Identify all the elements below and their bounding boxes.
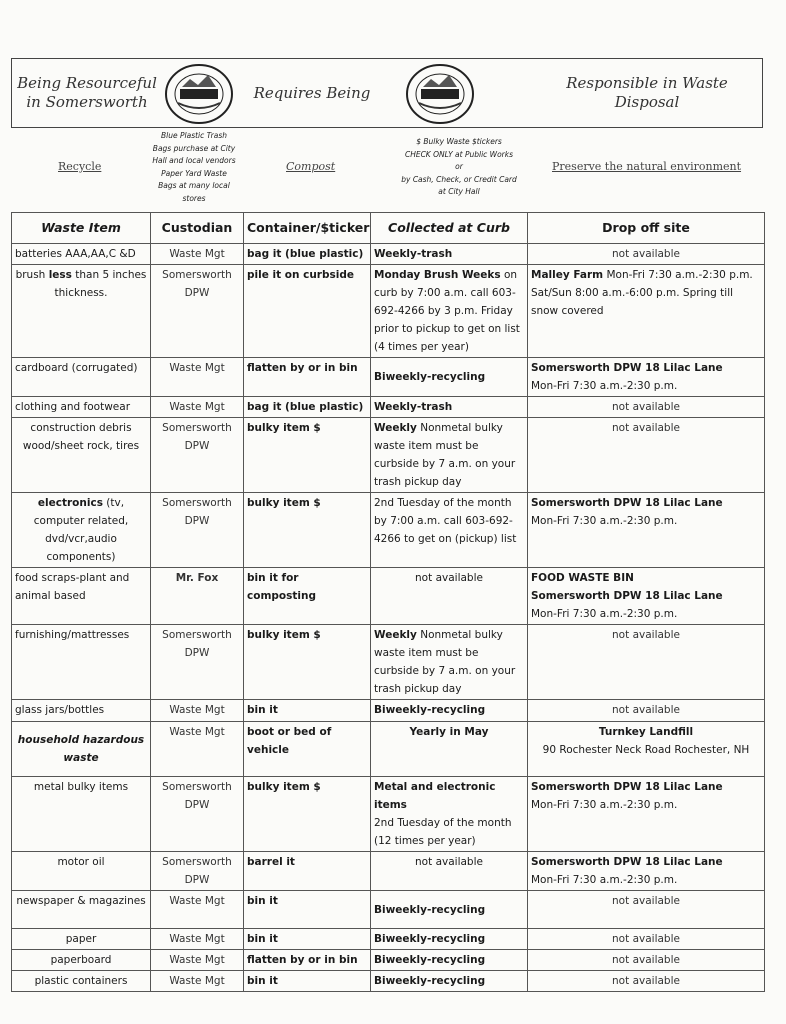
custodian-cell: Mr. Fox [151,568,244,625]
col-collected: Collected at Curb [371,213,528,244]
dropoff-cell: not available [528,244,765,265]
table-row [12,265,765,358]
dropoff-cell: Somersworth DPW 18 Lilac Lane Mon-Fri 7:30 a.m.-2:30 p.m. [528,358,765,397]
custodian-cell: Waste Mgt [151,397,244,418]
custodian-cell: Somersworth DPW [151,265,244,358]
container-cell: pile it on curbside [244,265,371,358]
item-cell: construction debris wood/sheet rock, tires [12,418,151,493]
item-cell: paper [12,929,151,950]
custodian-cell: Waste Mgt [151,244,244,265]
container-cell: bulky item $ [244,493,371,568]
custodian-cell: Waste Mgt [151,891,244,929]
custodian-cell: Waste Mgt [151,950,244,971]
container-cell: bin it [244,891,371,929]
curb-cell: Weekly-trash [371,397,528,418]
custodian-cell: Somersworth DPW [151,418,244,493]
item-cell: furnishing/mattresses [12,625,151,700]
dropoff-cell: Malley Farm Mon-Fri 7:30 a.m.-2:30 p.m. Sat/Sun 8:00 a.m.-6:00 p.m. Spring till snow covered [528,265,765,358]
item-cell: electronics (tv, computer related, dvd/vcr,audio components) [12,493,151,568]
container-cell: bulky item $ [244,625,371,700]
dropoff-cell: not available [528,971,765,992]
table-row [12,777,765,852]
dropoff-cell: not available [528,929,765,950]
dropoff-cell: not available [528,418,765,493]
col-dropoff: Drop off site [528,213,765,244]
container-cell: bulky item $ [244,777,371,852]
sub-header [11,128,763,210]
curb-cell: not available [371,568,528,625]
curb-cell: Weekly-trash [371,244,528,265]
curb-cell: Biweekly-recycling [371,950,528,971]
col-custodian: Custodian [151,213,244,244]
custodian-cell: Waste Mgt [151,722,244,777]
dropoff-cell: FOOD WASTE BIN Somersworth DPW 18 Lilac Lane Mon-Fri 7:30 a.m.-2:30 p.m. [528,568,765,625]
container-cell: boot or bed of vehicle [244,722,371,777]
curb-cell: Biweekly-recycling [371,358,528,397]
dropoff-cell: Turnkey Landfill 90 Rochester Neck Road Rochester, NH [528,722,765,777]
custodian-cell: Somersworth DPW [151,625,244,700]
recycle-label: Recycle [58,160,102,173]
item-cell: plastic containers [12,971,151,992]
dropoff-cell: Somersworth DPW 18 Lilac Lane Mon-Fri 7:30 a.m.-2:30 p.m. [528,493,765,568]
curb-cell: Biweekly-recycling [371,700,528,722]
curb-cell: Weekly Nonmetal bulky waste item must be curbside by 7 a.m. on your trash pickup day [371,625,528,700]
table-row [12,891,765,929]
col-container: Container/$ticker [244,213,371,244]
custodian-cell: Somersworth DPW [151,777,244,852]
curb-cell: not available [371,852,528,891]
table-row [12,244,765,265]
container-cell: bulky item $ [244,418,371,493]
item-cell: newspaper & magazines [12,891,151,929]
dropoff-cell: Somersworth DPW 18 Lilac Lane Mon-Fri 7:30 a.m.-2:30 p.m. [528,777,765,852]
container-cell: bin it for composting [244,568,371,625]
custodian-cell: Somersworth DPW [151,493,244,568]
table-row [12,852,765,891]
table-row [12,493,765,568]
item-cell: batteries AAA,AA,C &D [12,244,151,265]
container-cell: barrel it [244,852,371,891]
compost-label: Compost [286,160,336,173]
container-cell: flatten by or in bin [244,950,371,971]
container-cell: bag it (blue plastic) [244,244,371,265]
item-cell: paperboard [12,950,151,971]
container-cell: flatten by or in bin [244,358,371,397]
waste-table [11,212,765,992]
custodian-cell: Waste Mgt [151,700,244,722]
table-row [12,568,765,625]
dropoff-cell: not available [528,891,765,929]
dropoff-cell: not available [528,397,765,418]
col-waste-item: Waste Item [12,213,151,244]
table-header-row [12,213,765,244]
table-row [12,397,765,418]
curb-cell: Metal and electronic items 2nd Tuesday of the month (12 times per year) [371,777,528,852]
curb-cell: 2nd Tuesday of the month by 7:00 a.m. call 603-692-4266 to get on (pickup) list [371,493,528,568]
stickers-note: $ Bulky Waste $tickers CHECK ONLY at Public Works or by Cash, Check, or Credit Card at City Hall [401,137,517,196]
custodian-cell: Waste Mgt [151,358,244,397]
title-right: Responsible in Waste Disposal [566,74,728,111]
item-cell: household hazardous waste [12,722,151,777]
curb-cell: Biweekly-recycling [371,971,528,992]
container-cell: bin it [244,700,371,722]
item-cell: brush less than 5 inches thickness. [12,265,151,358]
dropoff-cell: not available [528,950,765,971]
table-row [12,700,765,722]
item-cell: cardboard (corrugated) [12,358,151,397]
table-row [12,950,765,971]
custodian-cell: Waste Mgt [151,929,244,950]
curb-cell: Biweekly-recycling [371,891,528,929]
dropoff-cell: Somersworth DPW 18 Lilac Lane Mon-Fri 7:30 a.m.-2:30 p.m. [528,852,765,891]
curb-cell: Weekly Nonmetal bulky waste item must be curbside by 7 a.m. on your trash pickup day [371,418,528,493]
container-cell: bin it [244,929,371,950]
bags-note: Blue Plastic Trash Bags purchase at City Hall and local vendors Paper Yard Waste Bags at many local stores [152,131,236,203]
table-row [12,971,765,992]
item-cell: motor oil [12,852,151,891]
preserve-label: Preserve the natural environment [552,160,742,173]
item-cell: metal bulky items [12,777,151,852]
item-cell: food scraps-plant and animal based [12,568,151,625]
table-row [12,722,765,777]
table-row [12,929,765,950]
dropoff-cell: not available [528,700,765,722]
item-cell: glass jars/bottles [12,700,151,722]
curb-cell: Biweekly-recycling [371,929,528,950]
table-row [12,625,765,700]
city-seal-left [164,63,234,125]
title-mid: Requires Being [253,83,371,102]
custodian-cell: Somersworth DPW [151,852,244,891]
item-cell: clothing and footwear [12,397,151,418]
curb-cell: Yearly in May [371,722,528,777]
container-cell: bag it (blue plastic) [244,397,371,418]
table-row [12,418,765,493]
container-cell: bin it [244,971,371,992]
table-row [12,358,765,397]
header-banner [11,58,763,128]
title-left: Being Resourceful in Somersworth [17,74,157,111]
dropoff-cell: not available [528,625,765,700]
curb-cell: Monday Brush Weeks on curb by 7:00 a.m. call 603-692-4266 by 3 p.m. Friday prior to pickup to get on list (4 times per year) [371,265,528,358]
city-seal-right [405,63,475,125]
custodian-cell: Waste Mgt [151,971,244,992]
